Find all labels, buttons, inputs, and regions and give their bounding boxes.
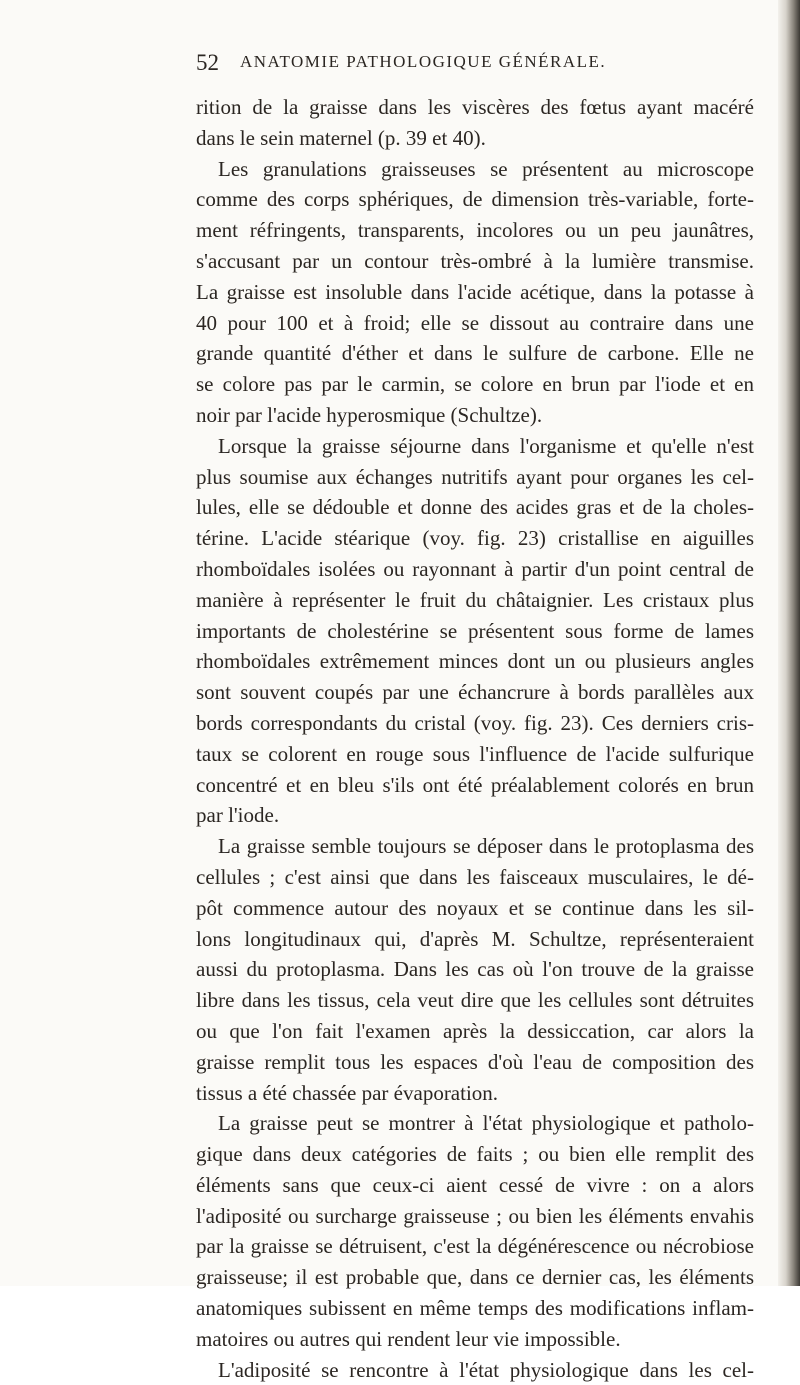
text-line: dans le sein maternel (p. 39 et 40).: [196, 125, 486, 150]
text-line: éléments sans que ceux-ci aient cessé de vivre : on a alors: [196, 1172, 754, 1197]
text-line: tissus a été chassée par évaporation.: [196, 1080, 499, 1105]
text-line: lons longitudinaux qui, d'après M. Schultze, représenteraient: [196, 926, 754, 951]
text-line: libre dans les tissus, cela veut dire que les cellules sont détruites: [196, 988, 754, 1013]
text-line: La graisse est insoluble dans l'acide acétique, dans la potasse à: [196, 279, 754, 304]
text-line: anatomiques subissent en même temps des modifications inflam-: [196, 1296, 754, 1321]
text-line: graisse remplit tous les espaces d'où l'eau de composition des: [196, 1049, 754, 1074]
text-line: importants de cholestérine se présentent sous forme de lames: [196, 618, 754, 643]
paragraph-first-line: La graisse peut se montrer à l'état physiologique et patholo-: [218, 1111, 754, 1136]
paragraph-first-line: Lorsque la graisse séjourne dans l'organisme et qu'elle n'est: [218, 433, 754, 458]
text-line: lules, elle se dédouble et donne des acides gras et de la choles-: [196, 495, 754, 520]
text-line: se colore pas par le carmin, se colore en brun par l'iode et en: [196, 372, 754, 397]
paragraph-first-line: Les granulations graisseuses se présentent au microscope: [218, 156, 754, 181]
running-title: ANATOMIE PATHOLOGIQUE GÉNÉRALE.: [240, 52, 607, 71]
text-line: matoires ou autres qui rendent leur vie impossible.: [196, 1326, 621, 1351]
page-binding-edge: [778, 0, 800, 1286]
body-text: [196, 92, 754, 1385]
text-line: cellules ; c'est ainsi que dans les faisceaux musculaires, le dé-: [196, 864, 754, 889]
paragraph-first-line: L'adiposité se rencontre à l'état physiologique dans les cel-: [218, 1357, 754, 1382]
text-line: par la graisse se détruisent, c'est la dégénérescence ou nécrobiose: [196, 1234, 754, 1259]
text-line: manière à représenter le fruit du châtaignier. Les cristaux plus: [196, 587, 754, 612]
text-line: comme des corps sphériques, de dimension très-variable, forte-: [196, 187, 754, 212]
text-line: sont souvent coupés par une échancrure à bords parallèles aux: [196, 680, 754, 705]
text-line: bords correspondants du cristal (voy. fig. 23). Ces derniers cris-: [196, 710, 754, 735]
text-line: ou que l'on fait l'examen après la dessiccation, car alors la: [196, 1018, 754, 1043]
paragraph-first-line: La graisse semble toujours se déposer dans le protoplasma des: [218, 834, 754, 859]
page-number: 52: [196, 50, 219, 75]
text-line: 40 pour 100 et à froid; elle se dissout au contraire dans une: [196, 310, 754, 335]
text-line: par l'iode.: [196, 803, 280, 828]
text-line: rition de la graisse dans les viscères des fœtus ayant macéré: [196, 95, 754, 119]
text-line: s'accusant par un contour très-ombré à la lumière transmise.: [196, 248, 754, 273]
text-line: ment réfringents, transparents, incolores ou un peu jaunâtres,: [196, 218, 754, 243]
page-header: [196, 50, 756, 80]
text-line: grande quantité d'éther et dans le sulfure de carbone. Elle ne: [196, 341, 754, 366]
text-line: plus soumise aux échanges nutritifs ayant pour organes les cel-: [196, 464, 754, 489]
text-line: noir par l'acide hyperosmique (Schultze).: [196, 402, 543, 427]
text-line: gique dans deux catégories de faits ; ou bien elle remplit des: [196, 1142, 754, 1167]
text-line: taux se colorent en rouge sous l'influence de l'acide sulfurique: [196, 741, 754, 766]
text-line: graisseuse; il est probable que, dans ce dernier cas, les éléments: [196, 1265, 754, 1290]
text-line: l'adiposité ou surcharge graisseuse ; ou bien les éléments envahis: [196, 1203, 754, 1228]
text-line: concentré et en bleu s'ils ont été préalablement colorés en brun: [196, 772, 754, 797]
text-line: térine. L'acide stéarique (voy. fig. 23) cristallise en aiguilles: [196, 526, 754, 551]
text-line: rhomboïdales isolées ou rayonnant à partir d'un point central de: [196, 556, 754, 581]
text-line: rhomboïdales extrêmement minces dont un ou plusieurs angles: [196, 649, 754, 674]
text-line: pôt commence autour des noyaux et se continue dans les sil-: [196, 895, 754, 920]
text-line: aussi du protoplasma. Dans les cas où l'on trouve de la graisse: [196, 957, 754, 982]
